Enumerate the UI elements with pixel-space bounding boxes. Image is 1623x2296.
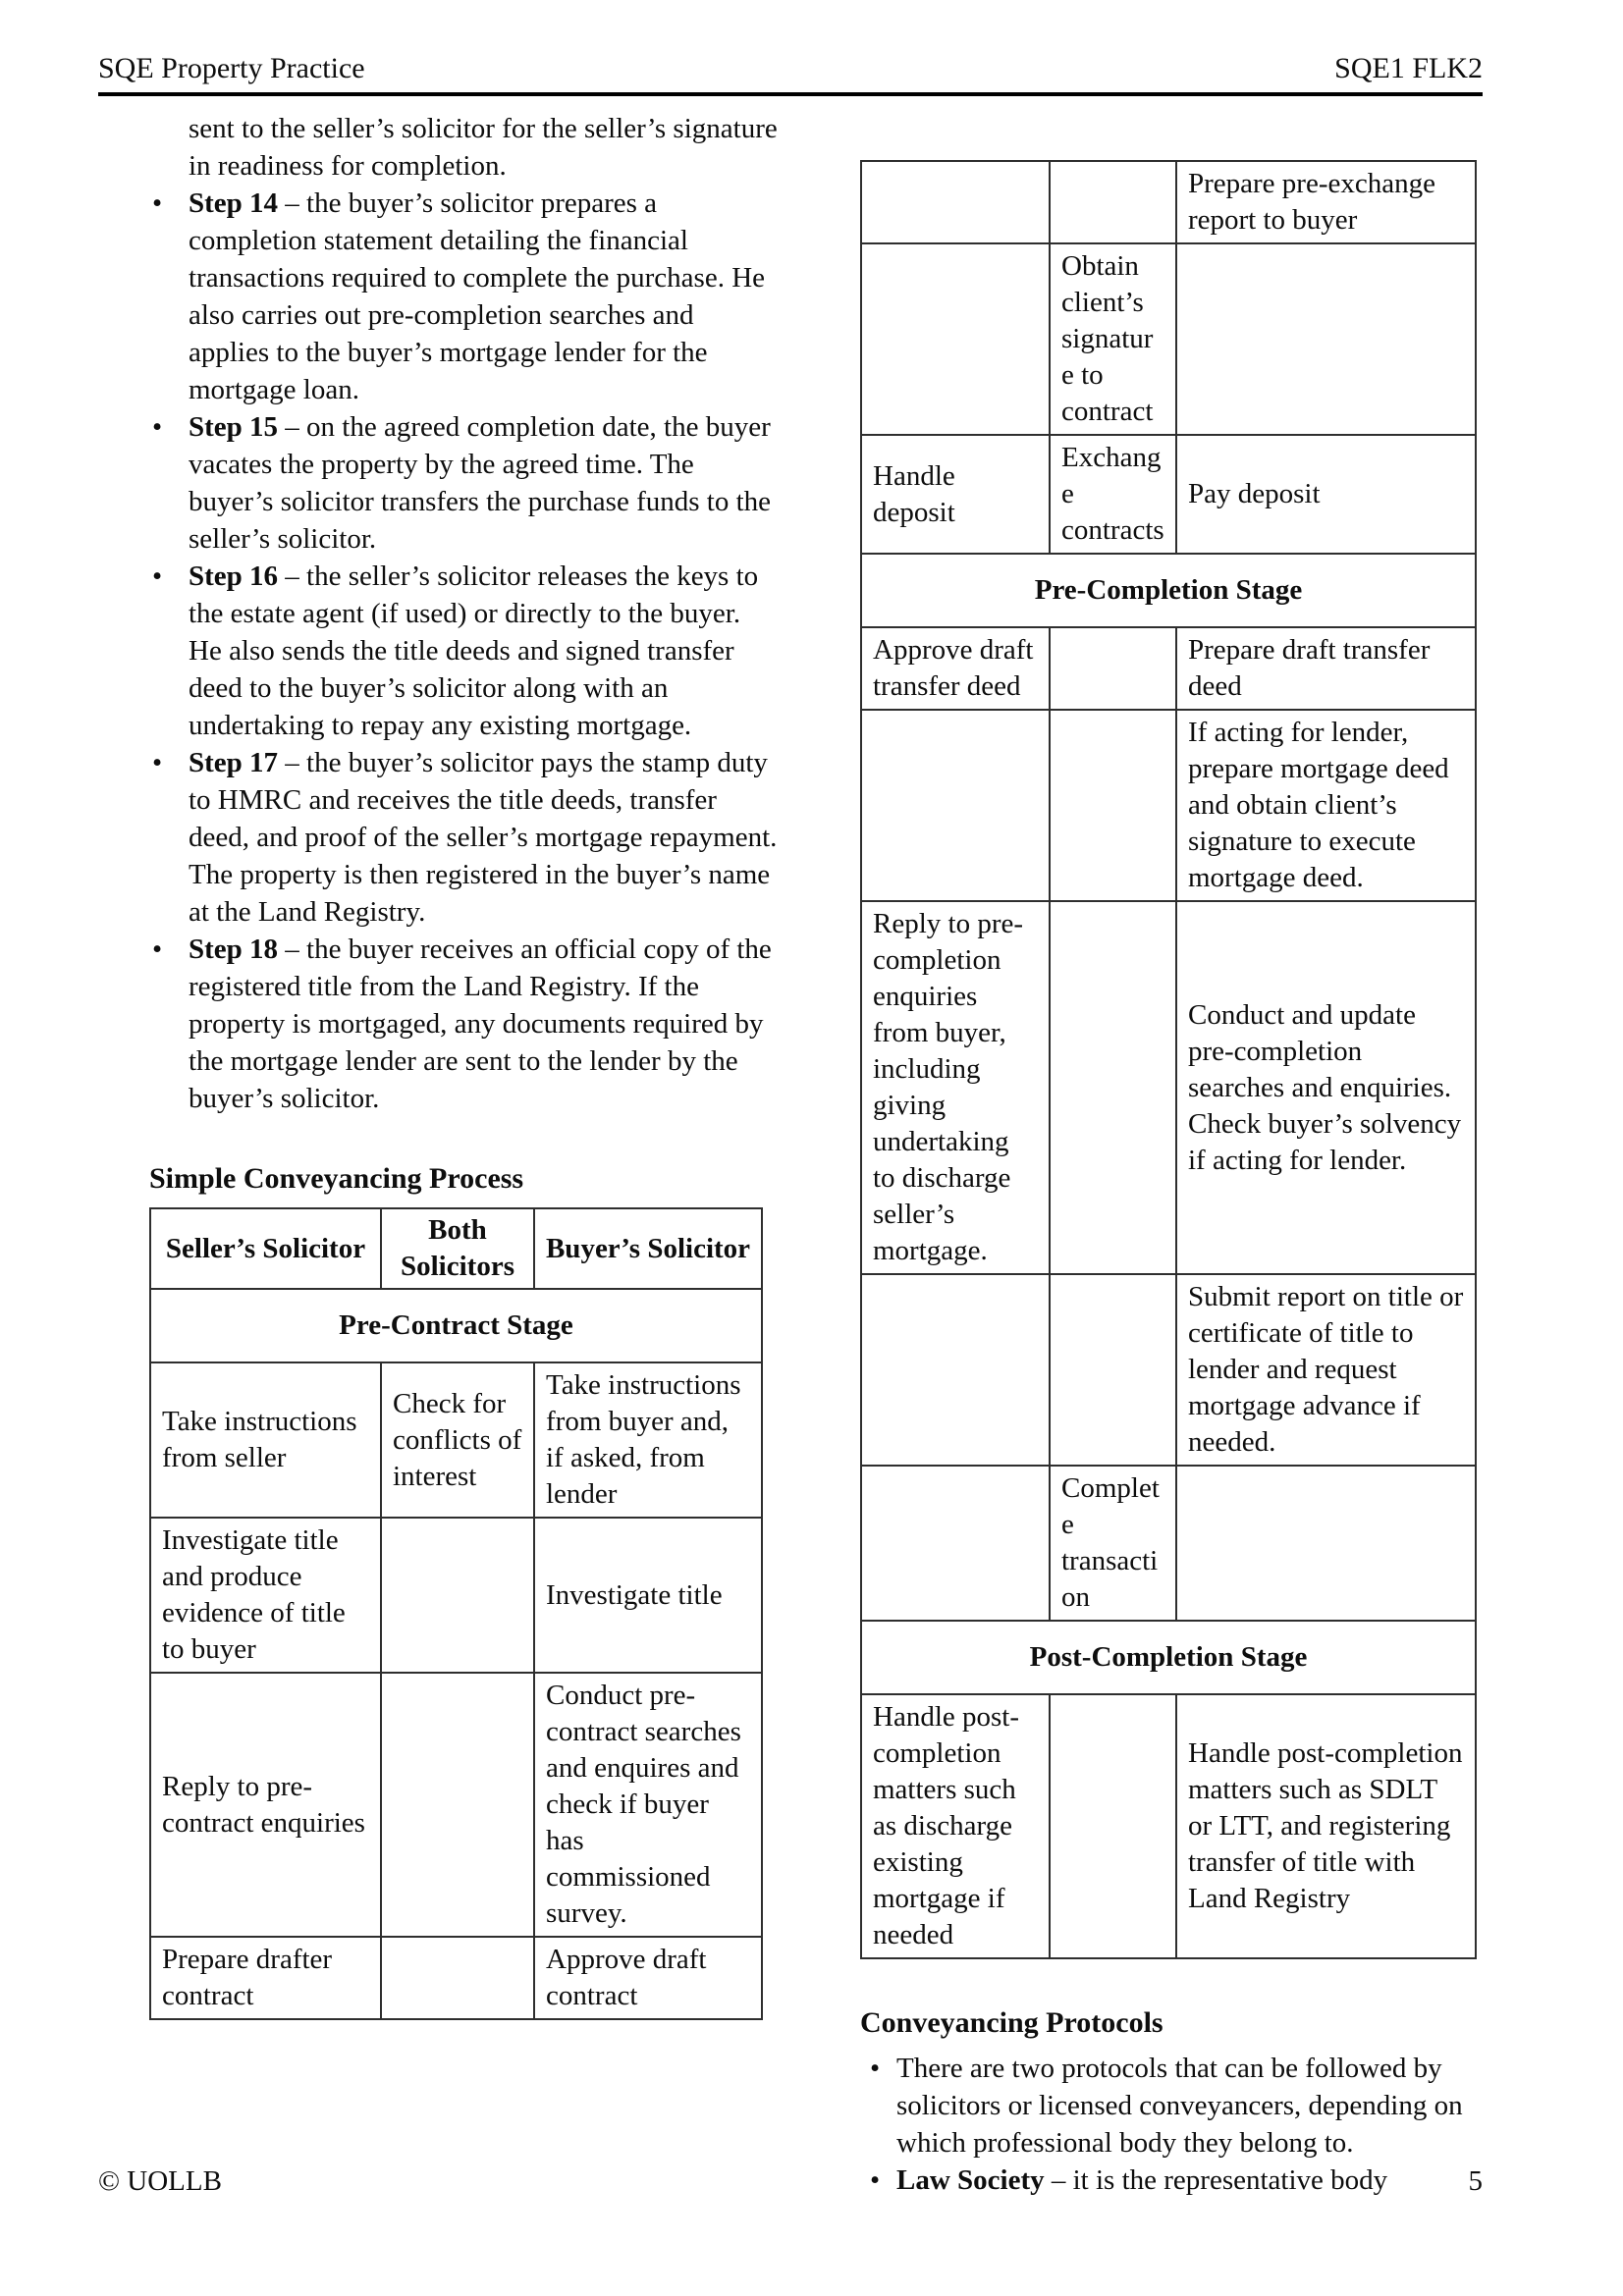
stage-pre-contract: Pre-Contract Stage [150,1289,762,1362]
table-row [861,1466,1476,1621]
list-item-step-15 [149,408,778,558]
table-row [150,1362,762,1518]
table-cell: Reply to pre-completion enquiries from buyer, including giving undertaking to discharge seller’s mortgage. [861,901,1050,1274]
stage-row [861,554,1476,627]
footer-copyright: © UOLLB [98,2165,222,2197]
step-text: – the buyer’s solicitor prepares a completion statement detailing the financial transactions required to complete the purchase. He also carries out pre-completion searches and applies to the buyer’s mortgage lender for the mortgage loan. [189,187,766,405]
stage-post-completion: Post-Completion Stage [861,1621,1476,1694]
table-cell-empty [1050,710,1176,901]
section-title-simple-conveyancing-process: Simple Conveyancing Process [149,1162,524,1195]
table-cell: Take instructions from buyer and, if asked, from lender [534,1362,762,1518]
table-cell: Prepare drafter contract [150,1937,381,2019]
step-label: Step 15 [189,411,279,443]
table-cell: If acting for lender, prepare mortgage deed and obtain client’s signature to execute mortgage deed. [1176,710,1476,901]
table-cell: Investigate title and produce evidence of title to buyer [150,1518,381,1673]
conveyancing-table-left [149,1207,763,2020]
list-item-step-16 [149,558,778,744]
column-header-buyers-solicitor: Buyer’s Solicitor [534,1208,762,1289]
list-item-step-14 [149,185,778,408]
table-cell: Approve draft transfer deed [861,627,1050,710]
table-row [150,1673,762,1937]
table-row [150,1937,762,2019]
table-row [861,901,1476,1274]
bullet-text: – it is the representative body [1044,2164,1388,2196]
page-header [98,51,1483,96]
table-cell: Handle post-completion matters such as discharge existing mortgage if needed [861,1694,1050,1958]
bullet-label: Law Society [896,2164,1045,2196]
table-cell: Approve draft contract [534,1937,762,2019]
table-cell: Prepare pre-exchange report to buyer [1176,161,1476,243]
table-cell: Pay deposit [1176,435,1476,554]
table-row [861,243,1476,435]
steps-list [149,185,778,1117]
table-cell-empty [1050,161,1176,243]
column-header-sellers-solicitor: Seller’s Solicitor [150,1208,381,1289]
table-cell: Handle deposit [861,435,1050,554]
table-cell-empty [1176,243,1476,435]
header-title-right: SQE1 FLK2 [1334,52,1483,84]
table-cell-empty [381,1673,534,1937]
conveyancing-table-right [860,160,1477,1959]
table-cell-empty [1050,1694,1176,1958]
left-column [149,110,778,2020]
list-item-step-18 [149,931,778,1117]
table-cell: Handle post-completion matters such as SDLT or LTT, and registering transfer of title with Land Registry [1176,1694,1476,1958]
table-cell: Take instructions from seller [150,1362,381,1518]
table-header-row [150,1208,762,1289]
list-item-step-17 [149,744,778,931]
table-cell-empty [861,1466,1050,1621]
table-cell: Conduct and update pre-completion searches and enquiries. Check buyer’s solvency if acting for lender. [1176,901,1476,1274]
table-row [150,1518,762,1673]
right-column [860,160,1475,2199]
list-item-protocols-intro [860,2050,1475,2162]
step-label: Step 18 [189,934,279,965]
page-footer [98,2165,1483,2198]
step-text: – on the agreed completion date, the buyer vacates the property by the agreed time. The buyer’s solicitor transfers the purchase funds to the seller’s solicitor. [189,411,771,555]
section-title-conveyancing-protocols: Conveyancing Protocols [860,2006,1163,2039]
table-cell: Check for conflicts of interest [381,1362,534,1518]
table-cell-empty [861,1274,1050,1466]
table-cell-empty [861,710,1050,901]
table-cell: Submit report on title or certificate of title to lender and request mortgage advance if needed. [1176,1274,1476,1466]
table-cell-empty [861,243,1050,435]
step-label: Step 17 [189,747,279,778]
table-row [861,627,1476,710]
step-text: – the seller’s solicitor releases the keys to the estate agent (if used) or directly to the buyer. He also sends the title deeds and signed transfer deed to the buyer’s solicitor along with an undertaking to repay any existing mortgage. [189,561,759,741]
table-cell: Reply to pre-contract enquiries [150,1673,381,1937]
step-text: – the buyer’s solicitor pays the stamp duty to HMRC and receives the title deeds, transfer deed, and proof of the seller’s mortgage repayment. The property is then registered in the buyer’s name at the Land Registry. [189,747,778,928]
footer-page-number: 5 [1468,2165,1483,2197]
bullet-text: There are two protocols that can be followed by solicitors or licensed conveyancers, depending on which professional body they belong to. [896,2053,1463,2159]
table-cell: Investigate title [534,1518,762,1673]
step-text: – the buyer receives an official copy of the registered title from the Land Registry. If the property is mortgaged, any documents required by the mortgage lender are sent to the lender by the buyer’s solicitor. [189,934,772,1114]
table-cell: Prepare draft transfer deed [1176,627,1476,710]
table-row [861,161,1476,243]
table-cell: Conduct pre-contract searches and enquires and check if buyer has commissioned survey. [534,1673,762,1937]
table-row [861,1694,1476,1958]
paragraph-continuation: sent to the seller’s solicitor for the seller’s signature in readiness for completion. [189,113,778,182]
table-cell-empty [381,1937,534,2019]
step-label: Step 14 [189,187,279,219]
table-cell-empty [1050,627,1176,710]
stage-row [150,1289,762,1362]
step-label: Step 16 [189,561,279,592]
column-header-both-solicitors: Both Solicitors [381,1208,534,1289]
table-cell: Complete transaction [1050,1466,1176,1621]
stage-row [861,1621,1476,1694]
header-title-left: SQE Property Practice [98,52,365,84]
table-cell: Obtain client’s signature to contract [1050,243,1176,435]
stage-pre-completion: Pre-Completion Stage [861,554,1476,627]
table-cell-empty [1050,1274,1176,1466]
table-cell-empty [1050,901,1176,1274]
table-cell-empty [381,1518,534,1673]
table-row [861,710,1476,901]
table-row [861,435,1476,554]
table-cell-empty [861,161,1050,243]
table-cell: Exchange contracts [1050,435,1176,554]
table-cell-empty [1176,1466,1476,1621]
table-row [861,1274,1476,1466]
